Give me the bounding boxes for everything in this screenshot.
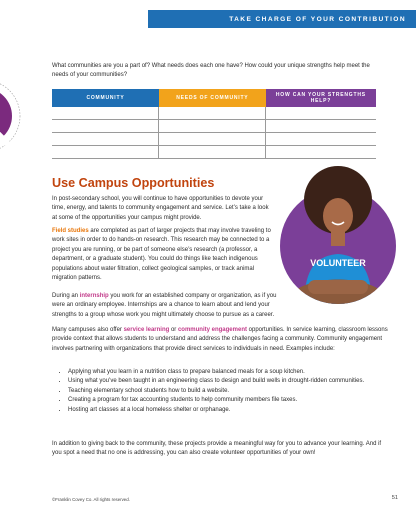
field-studies-text: are completed as part of larger projects that may involve traveling to work sites in order to do hands-on research. This research may be connected to a project you are running, or be part of someone else’s research (a professor, a department, or a graduate student). You could do things like teach indigenous populations about water filtration, collect geological samples, or track animal migration patterns. bbox=[52, 228, 271, 282]
term-community-engagement: community engagement bbox=[177, 327, 247, 333]
table-cell[interactable] bbox=[159, 120, 266, 133]
list-item: • Creating a program for tax accounting students to help community members file taxes. bbox=[68, 396, 398, 405]
internship-pre: During an bbox=[52, 293, 80, 299]
internship-text: you work for an established company or organization, as if you were an ordinary employee. Internships are a chance to learn about and lend your strengths to a group whose work you might ultimately choose to pursue as a career. bbox=[52, 293, 277, 318]
intro-question: What communities are you a part of? What needs does each one have? How could your unique strengths help meet the needs of your communities? bbox=[52, 63, 370, 79]
header-banner bbox=[148, 10, 416, 28]
volunteer-photo bbox=[276, 158, 396, 308]
paragraph-internship bbox=[52, 292, 280, 320]
table-cell[interactable] bbox=[159, 146, 266, 159]
page-number: 51 bbox=[391, 495, 398, 501]
paragraph-closing: In addition to giving back to the community, these projects provide a meaningful way for you to advance your learning. And if you spot a need that no one is addressing, you can also create volunteer opportunities of your own! bbox=[52, 441, 382, 457]
table-header-needs: NEEDS OF COMMUNITY bbox=[159, 89, 266, 107]
table-cell[interactable] bbox=[52, 107, 159, 120]
table-cell[interactable] bbox=[266, 133, 376, 146]
paragraph-service bbox=[52, 326, 392, 354]
table-cell[interactable] bbox=[266, 120, 376, 133]
table-row bbox=[52, 133, 376, 146]
table-cell[interactable] bbox=[159, 133, 266, 146]
shirt-text: VOLUNTEER bbox=[310, 258, 366, 268]
table-row bbox=[52, 120, 376, 133]
service-pre: Many campuses also offer bbox=[52, 327, 124, 333]
table-row bbox=[52, 146, 376, 159]
list-item: • Applying what you learn in a nutrition class to prepare balanced meals for a soup kitchen. bbox=[68, 368, 398, 377]
paragraph-field-studies bbox=[52, 227, 274, 283]
term-field-studies: Field studies bbox=[52, 228, 89, 234]
section-title: Use Campus Opportunities bbox=[52, 176, 215, 190]
table-cell[interactable] bbox=[52, 146, 159, 159]
paragraph-intro: In post-secondary school, you will continue to have opportunities to devote your time, energy, and talents to community engagement and service. Let’s take a look at some of the opportunities your campus might provide. bbox=[52, 196, 269, 221]
decorative-ring-graphic bbox=[0, 76, 36, 156]
service-text: opportunities. In service learning, classroom lessons provide context that allows students to understand and address the challenges facing a community. Community engagement involves partnering with organizations that provide direct services to individuals in need. Examples include: bbox=[52, 327, 388, 352]
copyright: ©Franklin Covey Co. All rights reserved. bbox=[52, 497, 130, 502]
service-mid: or bbox=[169, 327, 178, 333]
list-item: • Teaching elementary school students how to build a website. bbox=[68, 387, 398, 396]
examples-list bbox=[60, 368, 398, 415]
banner-text: TAKE CHARGE OF YOUR CONTRIBUTION bbox=[229, 15, 406, 23]
table-cell[interactable] bbox=[266, 146, 376, 159]
table-row bbox=[52, 107, 376, 120]
table-header-strengths: HOW CAN YOUR STRENGTHS HELP? bbox=[266, 89, 376, 107]
term-service-learning: service learning bbox=[123, 327, 170, 333]
table-cell[interactable] bbox=[266, 107, 376, 120]
table-cell[interactable] bbox=[52, 133, 159, 146]
list-item: • Hosting art classes at a local homeless shelter or orphanage. bbox=[68, 406, 398, 415]
table-header-community: COMMUNITY bbox=[52, 89, 159, 107]
term-internship: internship bbox=[79, 293, 109, 299]
table-cell[interactable] bbox=[52, 120, 159, 133]
community-table bbox=[52, 89, 376, 159]
table-cell[interactable] bbox=[159, 107, 266, 120]
list-item: • Using what you’ve been taught in an engineering class to design and build wells in drought-ridden communities. bbox=[68, 377, 398, 386]
